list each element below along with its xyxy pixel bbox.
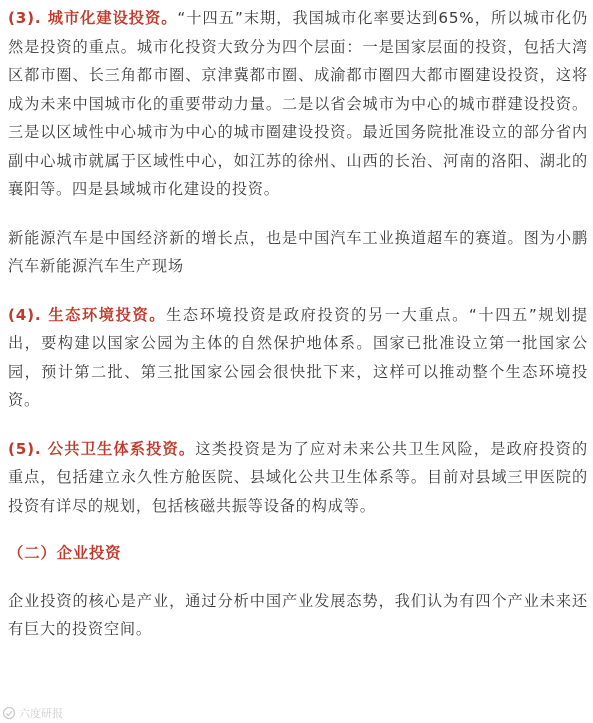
spacer (8, 520, 588, 539)
watermark-text: 六度研报 (19, 707, 63, 720)
subheading-urbanization: (3). 城市化建设投资。 (8, 9, 178, 27)
paragraph-public-health-investment (8, 435, 588, 521)
paragraph-enterprise-investment: 企业投资的核心是产业，通过分析中国产业发展态势，我们认为有四个产业未来还有巨大的投资空间。 (8, 591, 588, 638)
spacer (8, 204, 588, 224)
watermark (2, 705, 63, 721)
spacer (8, 281, 588, 301)
paragraph-text: 生态环境投资是政府投资的另一大重点。“十四五”规划提出，要构建以国家公园为主体的自然保护地体系。国家已批准设立第一批国家公园，预计第二批、第三批国家公园会很快批下来，这样可以推动整个生态环境投资。 (8, 305, 588, 409)
spacer (8, 568, 588, 587)
paragraph-text: 这类投资是为了应对未来公共卫生风险，是政府投资的重点，包括建立永久性方舱医院、县域化公共卫生体系等。目前对县域三甲医院的投资有详尽的规划，包括核磁共振等设备的构成等。 (8, 439, 588, 515)
spacer (8, 415, 588, 435)
section-heading-enterprise-investment: （二）企业投资 (8, 544, 122, 562)
paragraph-urbanization-investment (8, 4, 588, 204)
image-caption: 新能源汽车是中国经济新的增长点，也是中国汽车工业换道超车的赛道。图为小鹏汽车新能源汽车生产现场 (8, 228, 588, 275)
paragraph-ecological-investment (8, 301, 588, 415)
article-body (8, 4, 588, 644)
watermark-logo-icon (2, 706, 16, 720)
subheading-public-health: (5). 公共卫生体系投资。 (8, 439, 196, 458)
subheading-ecology: (4). 生态环境投资。 (8, 305, 167, 324)
paragraph-text: “十四五”末期，我国城市化率要达到65%，所以城市化仍然是投资的重点。城市化投资大致分为四个层面：一是国家层面的投资，包括大湾区都市圈、长三角都市圈、京津冀都市圈、成渝都市圈四大都市圈建设投资，这将成为未来中国城市化的重要带动力量。二是以省会城市为中心的城市群建设投资。三是以区域性中心城市为中心的城市圈建设投资。最近国务院批准设立的部分省内副中心城市就属于区域性中心，如江苏的徐州、山西的长治、河南的洛阳、湖北的襄阳等。四是县域城市化建设的投资。 (8, 9, 588, 198)
